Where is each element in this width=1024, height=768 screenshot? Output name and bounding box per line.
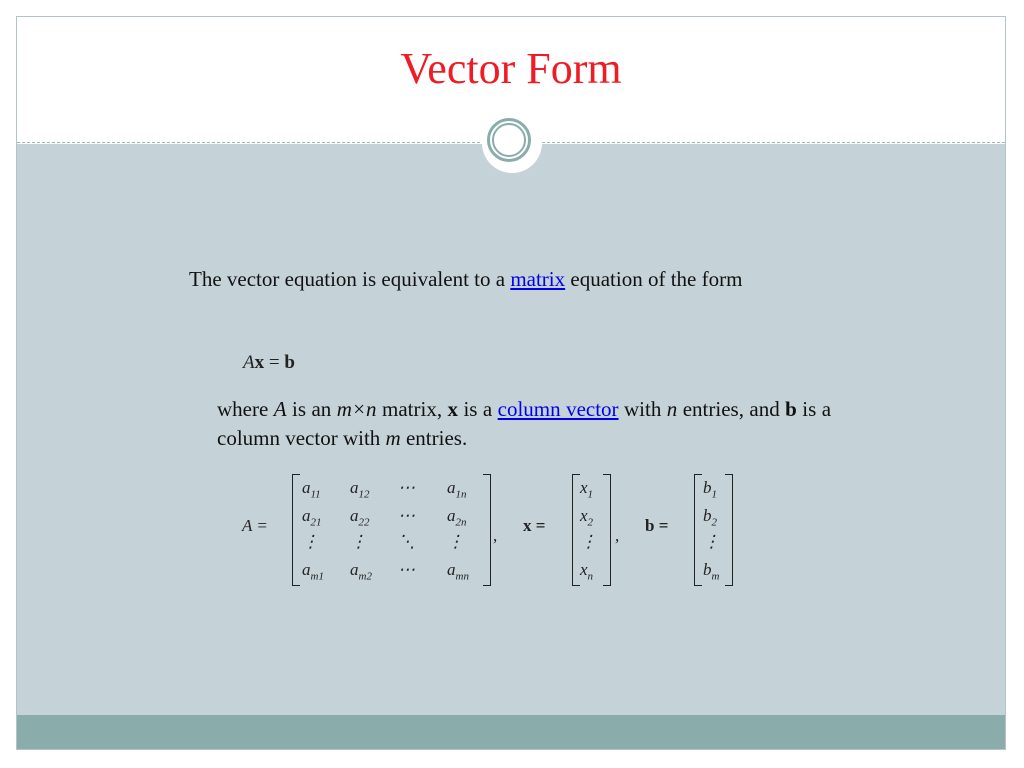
bracket-right xyxy=(603,474,611,586)
var-m: m xyxy=(385,426,401,450)
var-b: b xyxy=(785,397,797,421)
footer-bar xyxy=(17,715,1005,749)
vector-b-label-text: b = xyxy=(645,516,669,535)
paragraph-where xyxy=(217,395,831,453)
text: entries, and xyxy=(677,397,786,421)
text: entries. xyxy=(400,426,468,450)
matrix-A-cell: ⋮ xyxy=(302,532,319,551)
matrix-A-cell: ⋯ xyxy=(398,560,415,579)
matrix-A-cell: ⋯ xyxy=(398,478,415,497)
bracket-right xyxy=(725,474,733,586)
vector-b-entry: ⋮ xyxy=(703,532,720,551)
matrix-A-cell: $a_{m1}$ xyxy=(302,560,324,583)
text: is an xyxy=(286,397,337,421)
matrix-equation: Ax = b xyxy=(243,352,295,373)
vector-x-entry: $x_1$ xyxy=(580,478,594,501)
intro-text-end: equation of the form xyxy=(565,267,743,291)
matrix-A-cell: $a_{22}$ xyxy=(350,506,370,529)
vector-x-entry: ⋮ xyxy=(580,532,597,551)
paragraph-intro xyxy=(189,265,831,294)
vector-x-label-text: x = xyxy=(523,516,546,535)
vector-b-entry: $b_1$ xyxy=(703,478,717,501)
matrix-A-cell: $a_{mn}$ xyxy=(447,560,469,583)
var-A: A xyxy=(273,397,287,421)
vector-b-label xyxy=(645,516,668,536)
matrix-A-cell: $a_{2n}$ xyxy=(447,506,467,529)
text: matrix, xyxy=(376,397,448,421)
matrix-A-cell: $a_{m2}$ xyxy=(350,560,372,583)
text: is a xyxy=(458,397,498,421)
matrix-definitions xyxy=(240,472,740,587)
matrix-A-cell: ⋱ xyxy=(398,532,415,551)
text: with xyxy=(618,397,667,421)
intro-text: The vector equation is equivalent to a xyxy=(189,267,511,291)
text: where xyxy=(217,397,274,421)
matrix-A-cell: ⋯ xyxy=(398,506,415,525)
matrix-A-cell: $a_{1n}$ xyxy=(447,478,467,501)
matrix-A-cell: $a_{11}$ xyxy=(302,478,321,501)
matrix-A-cell: ⋮ xyxy=(447,532,464,551)
circle-ornament-inner xyxy=(492,123,526,157)
comma: , xyxy=(493,526,498,545)
column-vector-link[interactable]: column vector xyxy=(497,397,619,421)
matrix-link[interactable]: matrix xyxy=(510,267,566,291)
var-x: x xyxy=(447,397,459,421)
bracket-left xyxy=(694,474,702,586)
bracket-left xyxy=(572,474,580,586)
bracket-right xyxy=(483,474,491,586)
slide-title: Vector Form xyxy=(400,44,622,93)
matrix-A-label: A = xyxy=(242,516,268,535)
var-mxn: m×n xyxy=(336,397,377,421)
text: is a column vector with xyxy=(217,397,832,450)
matrix-A-cell: ⋮ xyxy=(350,532,367,551)
var-n: n xyxy=(666,397,678,421)
vector-x-entry: $x_n$ xyxy=(580,560,594,583)
matrix-A-cell: $a_{12}$ xyxy=(350,478,370,501)
matrix-A-cell: $a_{21}$ xyxy=(302,506,322,529)
vector-x-label xyxy=(523,516,545,536)
comma: , xyxy=(615,526,620,545)
vector-b-entry: $b_m$ xyxy=(703,560,720,583)
vector-x-entry: $x_2$ xyxy=(580,506,594,529)
slide-frame xyxy=(16,16,1006,750)
bracket-left xyxy=(292,474,300,586)
vector-b-entry: $b_2$ xyxy=(703,506,717,529)
